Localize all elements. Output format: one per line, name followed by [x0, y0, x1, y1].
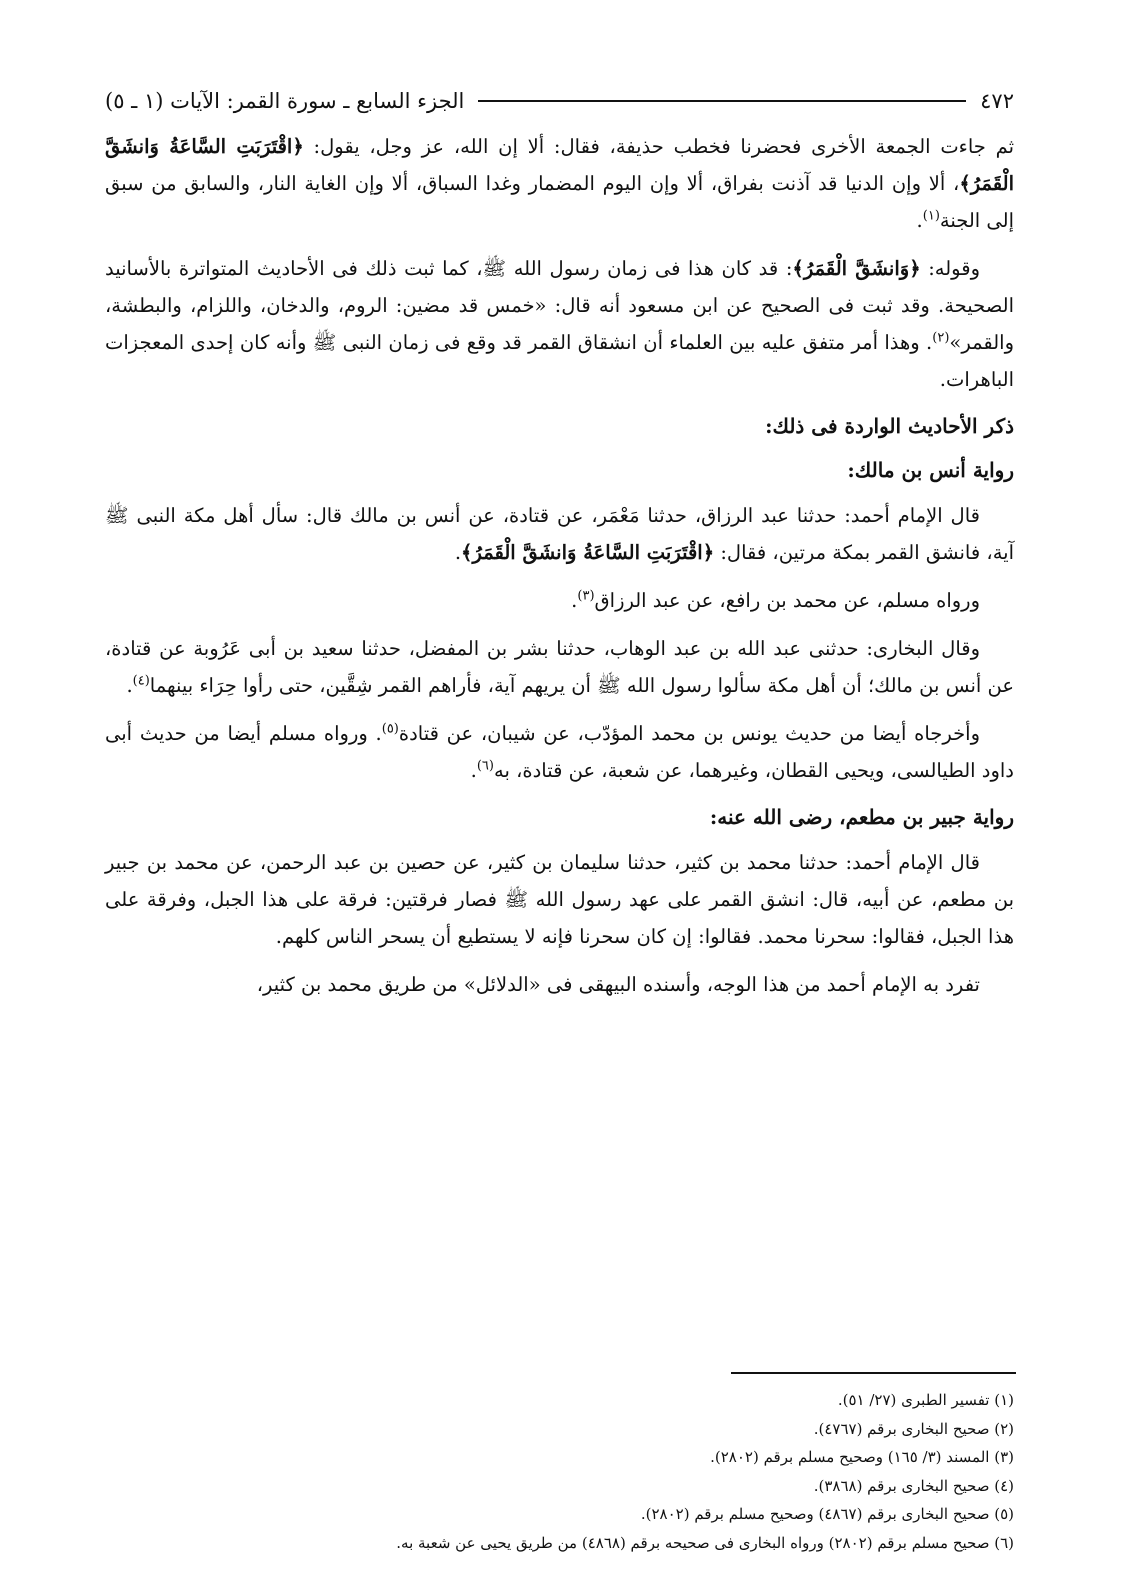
paragraph [105, 715, 1014, 789]
paragraph [105, 630, 1014, 704]
footnote: (١) تفسير الطبرى (٢٧/ ٥١). [837, 1391, 1014, 1409]
running-title: الجزء السابع ـ سورة القمر: الآيات (١ ـ ٥) [105, 89, 465, 113]
quran-verse: ﴿اقْتَرَبَتِ السَّاعَةُ وَانشَقَّ الْقَمَرُ﴾ [461, 541, 715, 564]
text-run: تفرد به الإمام أحمد من هذا الوجه، وأسنده البيهقى فى «الدلائل» من طريق محمد بن كثير، [256, 973, 980, 996]
text-run: . [470, 759, 477, 782]
section-heading: رواية أنس بن مالك: [847, 458, 1014, 482]
text-run: . ورواه مسلم أيضا من حديث أبى داود الطيالسى، ويحيى القطان، وغيرهما، عن شعبة، عن قتادة، به [105, 722, 1014, 782]
quran-verse: ﴿اقْتَرَبَتِ السَّاعَةُ وَانشَقَّ الْقَمَرُ﴾ [105, 135, 1014, 195]
text-run: ثم جاءت الجمعة الأخرى فحضرنا فخطب حذيفة، فقال: ألا إن الله، عز وجل، يقول: [303, 135, 1015, 158]
footnote-ref: (٥) [381, 721, 399, 737]
footnote-ref: (٤) [132, 673, 150, 689]
paragraph [105, 497, 1014, 571]
section-heading: رواية جبير بن مطعم، رضى الله عنه: [709, 805, 1014, 829]
footnote: (٦) صحيح مسلم برقم (٢٨٠٢) ورواه البخارى فى صحيحه برقم (٤٨٦٨) من طريق يحيى عن شعبة به. [396, 1533, 1014, 1552]
body-text [105, 128, 1014, 1014]
text-run: ورواه مسلم، عن محمد بن رافع، عن عبد الرزاق [594, 589, 980, 612]
footnote-separator [731, 1372, 1016, 1374]
section-heading: ذكر الأحاديث الواردة فى ذلك: [765, 414, 1014, 438]
text-run: وقال البخارى: حدثنى عبد الله بن عبد الوهاب، حدثنا بشر بن المفضل، حدثنا سعيد بن أبى عَرُوبة عن قتادة، عن أنس بن مالك؛ أن أهل مكة سألوا رسول الله ﷺ أن يريهم آية، فأراهم القمر شِقَّين، حتى رأوا حِرَاء بينهما [105, 637, 1014, 697]
page-number: ٤٧٢ [980, 89, 1014, 113]
text-run: . وهذا أمر متفق عليه بين العلماء أن انشقاق القمر قد وقع فى زمان النبى ﷺ وأنه كان إحدى المعجزات الباهرات. [105, 331, 1014, 391]
footnote-ref: (٦) [476, 758, 494, 774]
footnote-ref: (٢) [932, 330, 950, 346]
paragraph [105, 844, 1014, 955]
text-run: . [454, 541, 462, 564]
paragraph [105, 582, 1014, 619]
text-run: . [571, 589, 578, 612]
quran-verse: ﴿وَانشَقَّ الْقَمَرُ﴾ [792, 257, 921, 280]
text-run: قال الإمام أحمد: حدثنا عبد الرزاق، حدثنا مَعْمَر، عن قتادة، عن أنس بن مالك قال: سأل أهل مكة النبى ﷺ آية، فانشق القمر بمكة مرتين، فقال: [105, 504, 1014, 564]
paragraph [105, 128, 1014, 239]
text-run: : قد كان هذا فى زمان رسول الله ﷺ، كما ثبت ذلك فى الأحاديث المتواترة بالأسانيد الصحيحة. وقد ثبت فى الصحيح عن ابن مسعود أنه قال: «خمس قد مضين: الروم، والدخان، واللزام، والبطشة، والقمر» [105, 257, 1014, 354]
paragraph [105, 966, 1014, 1003]
text-run: وقوله: [920, 257, 980, 280]
text-run: وأخرجاه أيضا من حديث يونس بن محمد المؤدّب، عن شيبان، عن قتادة [398, 722, 980, 745]
footnote: (٢) صحيح البخارى برقم (٤٧٦٧). [813, 1419, 1014, 1438]
text-run: قال الإمام أحمد: حدثنا محمد بن كثير، حدثنا سليمان بن كثير، عن حصين بن عبد الرحمن، عن محمد بن جبير بن مطعم، عن أبيه، قال: انشق القمر على عهد رسول الله ﷺ فصار فرقتين: فرقة على هذا الجبل، وفرقة على هذا الجبل، فقالوا: سحرنا محمد. فقالوا: إن كان سحرنا فإنه لا يستطيع أن يسحر الناس كلهم. [105, 851, 1014, 948]
header-rule [478, 100, 966, 102]
text-run: . [126, 674, 133, 697]
footnotes [105, 1386, 1014, 1558]
footnote-ref: (٣) [577, 588, 595, 604]
text-run: . [916, 209, 923, 232]
paragraph [105, 250, 1014, 398]
footnote: (٤) صحيح البخارى برقم (٣٨٦٨). [813, 1476, 1014, 1495]
footnote-ref: (١) [922, 208, 940, 224]
running-header [105, 84, 1014, 118]
footnote: (٥) صحيح البخارى برقم (٤٨٦٧) وصحيح مسلم برقم (٢٨٠٢). [640, 1505, 1014, 1524]
footnote: (٣) المسند (٣/ ١٦٥) وصحيح مسلم برقم (٢٨٠٢). [710, 1448, 1014, 1467]
text-run: ، ألا وإن الدنيا قد آذنت بفراق، ألا وإن اليوم المضمار وغدا السباق، ألا وإن الغاية النار، والسابق من سبق إلى الجنة [105, 172, 1014, 232]
